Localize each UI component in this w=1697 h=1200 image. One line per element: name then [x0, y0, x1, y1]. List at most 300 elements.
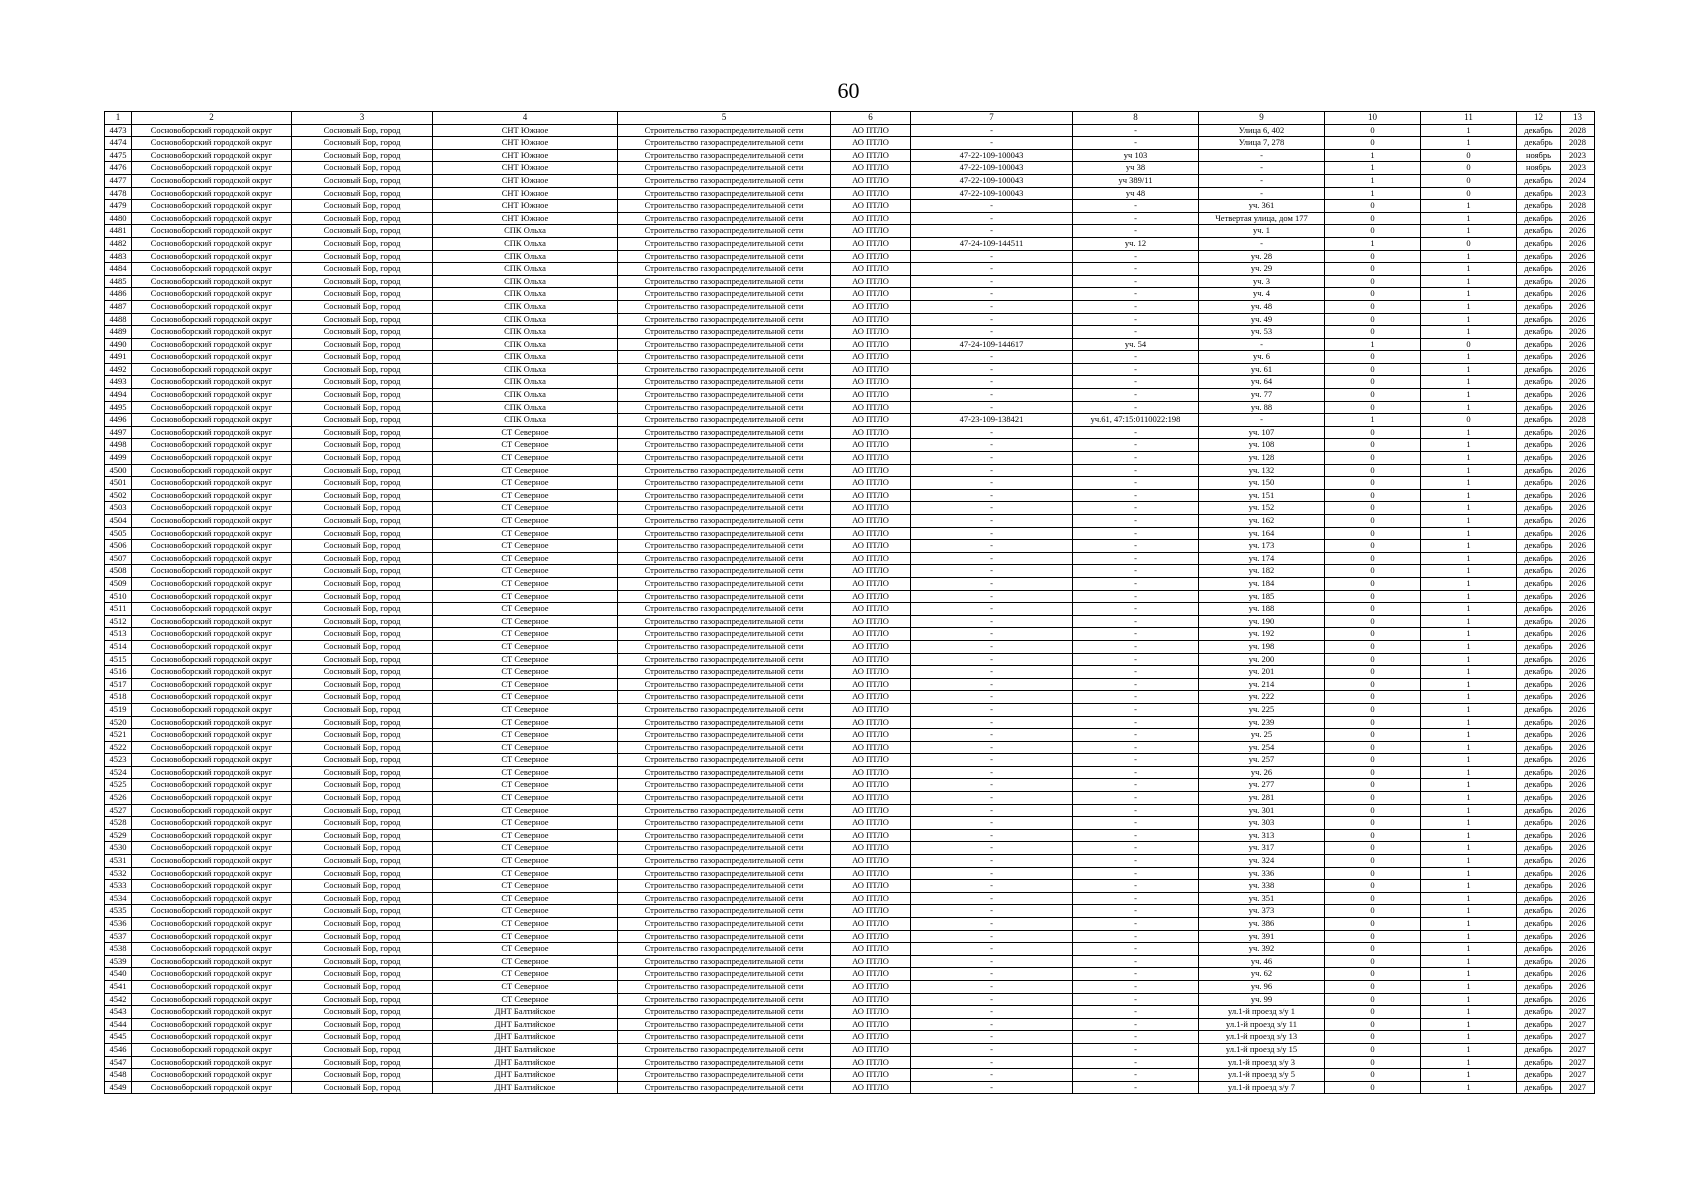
plot-cell: - — [1073, 527, 1199, 540]
settlement-cell: Сосновый Бор, город — [292, 754, 433, 767]
table-row — [105, 980, 1595, 993]
work-type-cell: Строительство газораспределительной сети — [618, 817, 831, 830]
plot-cell: - — [1073, 439, 1199, 452]
organization-cell: АО ПТЛО — [831, 729, 911, 742]
settlement-cell: Сосновый Бор, город — [292, 464, 433, 477]
work-type-cell: Строительство газораспределительной сети — [618, 691, 831, 704]
col-10-cell: 0 — [1325, 200, 1421, 213]
work-type-cell: Строительство газораспределительной сети — [618, 527, 831, 540]
col-11-cell: 1 — [1421, 326, 1517, 339]
col-10-cell: 0 — [1325, 1056, 1421, 1069]
cadastral-number-cell: - — [911, 1043, 1073, 1056]
plot-cell: - — [1073, 905, 1199, 918]
organization-cell: АО ПТЛО — [831, 792, 911, 805]
row-number-cell: 4479 — [105, 200, 132, 213]
month-cell: декабрь — [1517, 615, 1561, 628]
settlement-cell: Сосновый Бор, город — [292, 489, 433, 502]
year-cell: 2027 — [1561, 1081, 1595, 1094]
organization-cell: АО ПТЛО — [831, 1006, 911, 1019]
col-11-cell: 0 — [1421, 187, 1517, 200]
address-cell: уч. 108 — [1199, 439, 1325, 452]
territory-cell: СПК Ольха — [433, 237, 618, 250]
organization-cell: АО ПТЛО — [831, 389, 911, 402]
municipality-cell: Сосновоборский городской округ — [132, 137, 292, 150]
work-type-cell: Строительство газораспределительной сети — [618, 666, 831, 679]
col-11-cell: 1 — [1421, 1018, 1517, 1031]
organization-cell: АО ПТЛО — [831, 1069, 911, 1082]
work-type-cell: Строительство газораспределительной сети — [618, 338, 831, 351]
organization-cell: АО ПТЛО — [831, 804, 911, 817]
month-cell: декабрь — [1517, 892, 1561, 905]
plot-cell: - — [1073, 363, 1199, 376]
table-row — [105, 842, 1595, 855]
organization-cell: АО ПТЛО — [831, 603, 911, 616]
address-cell: уч. 222 — [1199, 691, 1325, 704]
address-cell: уч. 373 — [1199, 905, 1325, 918]
municipality-cell: Сосновоборский городской округ — [132, 918, 292, 931]
plot-cell: - — [1073, 754, 1199, 767]
row-number-cell: 4498 — [105, 439, 132, 452]
table-row — [105, 855, 1595, 868]
column-number-cell: 6 — [831, 112, 911, 125]
municipality-cell: Сосновоборский городской округ — [132, 678, 292, 691]
year-cell: 2026 — [1561, 829, 1595, 842]
plot-cell: - — [1073, 892, 1199, 905]
municipality-cell: Сосновоборский городской округ — [132, 401, 292, 414]
table-row — [105, 174, 1595, 187]
cadastral-number-cell: - — [911, 603, 1073, 616]
work-type-cell: Строительство газораспределительной сети — [618, 149, 831, 162]
month-cell: декабрь — [1517, 326, 1561, 339]
work-type-cell: Строительство газораспределительной сети — [618, 1069, 831, 1082]
cadastral-number-cell: - — [911, 678, 1073, 691]
col-10-cell: 0 — [1325, 1069, 1421, 1082]
month-cell: декабрь — [1517, 401, 1561, 414]
col-10-cell: 1 — [1325, 414, 1421, 427]
cadastral-number-cell: - — [911, 401, 1073, 414]
cadastral-number-cell: - — [911, 263, 1073, 276]
plot-cell: - — [1073, 489, 1199, 502]
row-number-cell: 4512 — [105, 615, 132, 628]
territory-cell: СТ Северное — [433, 590, 618, 603]
municipality-cell: Сосновоборский городской округ — [132, 691, 292, 704]
municipality-cell: Сосновоборский городской округ — [132, 905, 292, 918]
territory-cell: ДНТ Балтийское — [433, 1056, 618, 1069]
table-row — [105, 326, 1595, 339]
col-11-cell: 1 — [1421, 225, 1517, 238]
territory-cell: СПК Ольха — [433, 313, 618, 326]
col-10-cell: 1 — [1325, 149, 1421, 162]
address-cell: - — [1199, 162, 1325, 175]
table-row — [105, 389, 1595, 402]
cadastral-number-cell: - — [911, 829, 1073, 842]
work-type-cell: Строительство газораспределительной сети — [618, 703, 831, 716]
col-11-cell: 1 — [1421, 779, 1517, 792]
table-body — [105, 112, 1595, 1094]
plot-cell: - — [1073, 817, 1199, 830]
col-10-cell: 0 — [1325, 326, 1421, 339]
organization-cell: АО ПТЛО — [831, 779, 911, 792]
col-11-cell: 1 — [1421, 288, 1517, 301]
cadastral-number-cell: - — [911, 300, 1073, 313]
col-11-cell: 1 — [1421, 502, 1517, 515]
row-number-cell: 4502 — [105, 489, 132, 502]
municipality-cell: Сосновоборский городской округ — [132, 930, 292, 943]
municipality-cell: Сосновоборский городской округ — [132, 980, 292, 993]
col-10-cell: 0 — [1325, 565, 1421, 578]
col-11-cell: 1 — [1421, 1056, 1517, 1069]
municipality-cell: Сосновоборский городской округ — [132, 552, 292, 565]
col-10-cell: 0 — [1325, 124, 1421, 137]
row-number-cell: 4473 — [105, 124, 132, 137]
plot-cell: - — [1073, 766, 1199, 779]
organization-cell: АО ПТЛО — [831, 401, 911, 414]
plot-cell: - — [1073, 955, 1199, 968]
month-cell: декабрь — [1517, 653, 1561, 666]
cadastral-number-cell: - — [911, 980, 1073, 993]
organization-cell: АО ПТЛО — [831, 212, 911, 225]
month-cell: декабрь — [1517, 590, 1561, 603]
address-cell: уч. 392 — [1199, 943, 1325, 956]
cadastral-number-cell: - — [911, 792, 1073, 805]
work-type-cell: Строительство газораспределительной сети — [618, 439, 831, 452]
organization-cell: АО ПТЛО — [831, 565, 911, 578]
cadastral-number-cell: - — [911, 200, 1073, 213]
col-10-cell: 0 — [1325, 905, 1421, 918]
territory-cell: СПК Ольха — [433, 376, 618, 389]
settlement-cell: Сосновый Бор, город — [292, 855, 433, 868]
address-cell: уч. 336 — [1199, 867, 1325, 880]
table-row — [105, 263, 1595, 276]
col-10-cell: 0 — [1325, 703, 1421, 716]
year-cell: 2024 — [1561, 174, 1595, 187]
municipality-cell: Сосновоборский городской округ — [132, 162, 292, 175]
table-row — [105, 477, 1595, 490]
territory-cell: СТ Северное — [433, 477, 618, 490]
row-number-cell: 4514 — [105, 640, 132, 653]
year-cell: 2026 — [1561, 729, 1595, 742]
territory-cell: СТ Северное — [433, 779, 618, 792]
cadastral-number-cell: - — [911, 212, 1073, 225]
year-cell: 2026 — [1561, 703, 1595, 716]
settlement-cell: Сосновый Бор, город — [292, 1018, 433, 1031]
month-cell: декабрь — [1517, 817, 1561, 830]
address-cell: уч. 277 — [1199, 779, 1325, 792]
month-cell: декабрь — [1517, 187, 1561, 200]
work-type-cell: Строительство газораспределительной сети — [618, 842, 831, 855]
col-10-cell: 0 — [1325, 1018, 1421, 1031]
settlement-cell: Сосновый Бор, город — [292, 817, 433, 830]
organization-cell: АО ПТЛО — [831, 477, 911, 490]
month-cell: декабрь — [1517, 918, 1561, 931]
address-cell: уч. 128 — [1199, 452, 1325, 465]
municipality-cell: Сосновоборский городской округ — [132, 968, 292, 981]
year-cell: 2023 — [1561, 149, 1595, 162]
organization-cell: АО ПТЛО — [831, 955, 911, 968]
address-cell: уч. 29 — [1199, 263, 1325, 276]
col-10-cell: 0 — [1325, 225, 1421, 238]
address-cell: уч. 391 — [1199, 930, 1325, 943]
plot-cell: - — [1073, 653, 1199, 666]
organization-cell: АО ПТЛО — [831, 275, 911, 288]
territory-cell: СТ Северное — [433, 452, 618, 465]
settlement-cell: Сосновый Бор, город — [292, 867, 433, 880]
address-cell: уч. 64 — [1199, 376, 1325, 389]
row-number-cell: 4532 — [105, 867, 132, 880]
territory-cell: СПК Ольха — [433, 300, 618, 313]
year-cell: 2026 — [1561, 363, 1595, 376]
work-type-cell: Строительство газораспределительной сети — [618, 590, 831, 603]
plot-cell: - — [1073, 540, 1199, 553]
plot-cell: - — [1073, 968, 1199, 981]
address-cell: ул.1-й проезд з/у 11 — [1199, 1018, 1325, 1031]
table-row — [105, 628, 1595, 641]
table-row — [105, 1081, 1595, 1094]
organization-cell: АО ПТЛО — [831, 149, 911, 162]
territory-cell: ДНТ Балтийское — [433, 1006, 618, 1019]
table-row — [105, 515, 1595, 528]
col-11-cell: 1 — [1421, 666, 1517, 679]
col-11-cell: 1 — [1421, 741, 1517, 754]
year-cell: 2028 — [1561, 137, 1595, 150]
col-10-cell: 0 — [1325, 867, 1421, 880]
month-cell: декабрь — [1517, 855, 1561, 868]
settlement-cell: Сосновый Бор, город — [292, 892, 433, 905]
column-number-cell: 2 — [132, 112, 292, 125]
territory-cell: СПК Ольха — [433, 414, 618, 427]
cadastral-number-cell: - — [911, 867, 1073, 880]
row-number-cell: 4543 — [105, 1006, 132, 1019]
month-cell: декабрь — [1517, 930, 1561, 943]
col-10-cell: 0 — [1325, 527, 1421, 540]
year-cell: 2026 — [1561, 968, 1595, 981]
row-number-cell: 4486 — [105, 288, 132, 301]
cadastral-number-cell: - — [911, 804, 1073, 817]
plot-cell: уч. 54 — [1073, 338, 1199, 351]
settlement-cell: Сосновый Бор, город — [292, 792, 433, 805]
row-number-cell: 4504 — [105, 515, 132, 528]
work-type-cell: Строительство газораспределительной сети — [618, 716, 831, 729]
plot-cell: - — [1073, 477, 1199, 490]
territory-cell: ДНТ Балтийское — [433, 1043, 618, 1056]
address-cell: уч. 198 — [1199, 640, 1325, 653]
row-number-cell: 4510 — [105, 590, 132, 603]
work-type-cell: Строительство газораспределительной сети — [618, 200, 831, 213]
year-cell: 2026 — [1561, 540, 1595, 553]
cadastral-number-cell: - — [911, 225, 1073, 238]
row-number-cell: 4501 — [105, 477, 132, 490]
year-cell: 2026 — [1561, 779, 1595, 792]
organization-cell: АО ПТЛО — [831, 439, 911, 452]
plot-cell: - — [1073, 401, 1199, 414]
row-number-cell: 4484 — [105, 263, 132, 276]
month-cell: декабрь — [1517, 792, 1561, 805]
territory-cell: СНТ Южное — [433, 149, 618, 162]
organization-cell: АО ПТЛО — [831, 766, 911, 779]
territory-cell: СТ Северное — [433, 729, 618, 742]
organization-cell: АО ПТЛО — [831, 288, 911, 301]
row-number-cell: 4515 — [105, 653, 132, 666]
settlement-cell: Сосновый Бор, город — [292, 779, 433, 792]
col-11-cell: 1 — [1421, 590, 1517, 603]
territory-cell: СПК Ольха — [433, 338, 618, 351]
cadastral-number-cell: - — [911, 653, 1073, 666]
year-cell: 2026 — [1561, 527, 1595, 540]
organization-cell: АО ПТЛО — [831, 376, 911, 389]
settlement-cell: Сосновый Бор, город — [292, 741, 433, 754]
work-type-cell: Строительство газораспределительной сети — [618, 905, 831, 918]
row-number-cell: 4535 — [105, 905, 132, 918]
municipality-cell: Сосновоборский городской округ — [132, 792, 292, 805]
row-number-cell: 4533 — [105, 880, 132, 893]
address-cell: уч. 201 — [1199, 666, 1325, 679]
table-row — [105, 779, 1595, 792]
organization-cell: АО ПТЛО — [831, 464, 911, 477]
month-cell: декабрь — [1517, 1069, 1561, 1082]
work-type-cell: Строительство газораспределительной сети — [618, 326, 831, 339]
address-cell: - — [1199, 338, 1325, 351]
col-11-cell: 1 — [1421, 691, 1517, 704]
organization-cell: АО ПТЛО — [831, 741, 911, 754]
work-type-cell: Строительство газораспределительной сети — [618, 766, 831, 779]
year-cell: 2026 — [1561, 250, 1595, 263]
year-cell: 2026 — [1561, 489, 1595, 502]
col-10-cell: 0 — [1325, 577, 1421, 590]
table-row — [105, 766, 1595, 779]
col-10-cell: 0 — [1325, 968, 1421, 981]
month-cell: декабрь — [1517, 489, 1561, 502]
territory-cell: СТ Северное — [433, 867, 618, 880]
territory-cell: СТ Северное — [433, 716, 618, 729]
territory-cell: СТ Северное — [433, 842, 618, 855]
row-number-cell: 4520 — [105, 716, 132, 729]
col-10-cell: 0 — [1325, 678, 1421, 691]
plot-cell: - — [1073, 212, 1199, 225]
plot-cell: - — [1073, 300, 1199, 313]
year-cell: 2026 — [1561, 792, 1595, 805]
col-11-cell: 1 — [1421, 212, 1517, 225]
col-10-cell: 0 — [1325, 300, 1421, 313]
territory-cell: СПК Ольха — [433, 351, 618, 364]
municipality-cell: Сосновоборский городской округ — [132, 590, 292, 603]
territory-cell: СТ Северное — [433, 603, 618, 616]
row-number-cell: 4490 — [105, 338, 132, 351]
month-cell: декабрь — [1517, 300, 1561, 313]
plot-cell: - — [1073, 918, 1199, 931]
municipality-cell: Сосновоборский городской округ — [132, 1018, 292, 1031]
municipality-cell: Сосновоборский городской округ — [132, 1031, 292, 1044]
month-cell: декабрь — [1517, 829, 1561, 842]
municipality-cell: Сосновоборский городской округ — [132, 1081, 292, 1094]
work-type-cell: Строительство газораспределительной сети — [618, 174, 831, 187]
municipality-cell: Сосновоборский городской округ — [132, 993, 292, 1006]
work-type-cell: Строительство газораспределительной сети — [618, 313, 831, 326]
organization-cell: АО ПТЛО — [831, 137, 911, 150]
year-cell: 2026 — [1561, 590, 1595, 603]
address-cell: уч. 3 — [1199, 275, 1325, 288]
organization-cell: АО ПТЛО — [831, 162, 911, 175]
work-type-cell: Строительство газораспределительной сети — [618, 792, 831, 805]
organization-cell: АО ПТЛО — [831, 187, 911, 200]
municipality-cell: Сосновоборский городской округ — [132, 754, 292, 767]
col-10-cell: 0 — [1325, 716, 1421, 729]
organization-cell: АО ПТЛО — [831, 943, 911, 956]
col-11-cell: 1 — [1421, 351, 1517, 364]
col-10-cell: 0 — [1325, 1043, 1421, 1056]
municipality-cell: Сосновоборский городской округ — [132, 250, 292, 263]
table-row — [105, 653, 1595, 666]
work-type-cell: Строительство газораспределительной сети — [618, 389, 831, 402]
year-cell: 2026 — [1561, 678, 1595, 691]
column-number-cell: 9 — [1199, 112, 1325, 125]
month-cell: декабрь — [1517, 565, 1561, 578]
address-cell: уч. 188 — [1199, 603, 1325, 616]
year-cell: 2026 — [1561, 867, 1595, 880]
territory-cell: СТ Северное — [433, 703, 618, 716]
cadastral-number-cell: - — [911, 703, 1073, 716]
col-11-cell: 1 — [1421, 678, 1517, 691]
col-11-cell: 1 — [1421, 628, 1517, 641]
settlement-cell: Сосновый Бор, город — [292, 565, 433, 578]
address-cell: уч. 88 — [1199, 401, 1325, 414]
table-row — [105, 452, 1595, 465]
col-10-cell: 0 — [1325, 464, 1421, 477]
table-row — [105, 1018, 1595, 1031]
work-type-cell: Строительство газораспределительной сети — [618, 363, 831, 376]
row-number-cell: 4521 — [105, 729, 132, 742]
table-row — [105, 439, 1595, 452]
plot-cell: - — [1073, 779, 1199, 792]
col-10-cell: 1 — [1325, 338, 1421, 351]
organization-cell: АО ПТЛО — [831, 300, 911, 313]
month-cell: декабрь — [1517, 993, 1561, 1006]
organization-cell: АО ПТЛО — [831, 540, 911, 553]
organization-cell: АО ПТЛО — [831, 313, 911, 326]
row-number-cell: 4483 — [105, 250, 132, 263]
municipality-cell: Сосновоборский городской округ — [132, 351, 292, 364]
municipality-cell: Сосновоборский городской округ — [132, 653, 292, 666]
row-number-cell: 4489 — [105, 326, 132, 339]
month-cell: ноябрь — [1517, 162, 1561, 175]
organization-cell: АО ПТЛО — [831, 527, 911, 540]
work-type-cell: Строительство газораспределительной сети — [618, 477, 831, 490]
month-cell: декабрь — [1517, 124, 1561, 137]
row-number-cell: 4540 — [105, 968, 132, 981]
col-11-cell: 1 — [1421, 1081, 1517, 1094]
table-row — [105, 905, 1595, 918]
work-type-cell: Строительство газораспределительной сети — [618, 552, 831, 565]
row-number-cell: 4487 — [105, 300, 132, 313]
municipality-cell: Сосновоборский городской округ — [132, 892, 292, 905]
col-11-cell: 1 — [1421, 275, 1517, 288]
work-type-cell: Строительство газораспределительной сети — [618, 615, 831, 628]
settlement-cell: Сосновый Бор, город — [292, 187, 433, 200]
col-11-cell: 1 — [1421, 300, 1517, 313]
month-cell: декабрь — [1517, 225, 1561, 238]
row-number-cell: 4511 — [105, 603, 132, 616]
col-11-cell: 1 — [1421, 880, 1517, 893]
year-cell: 2026 — [1561, 603, 1595, 616]
row-number-cell: 4544 — [105, 1018, 132, 1031]
col-10-cell: 0 — [1325, 363, 1421, 376]
col-11-cell: 1 — [1421, 452, 1517, 465]
plot-cell: - — [1073, 452, 1199, 465]
year-cell: 2026 — [1561, 275, 1595, 288]
settlement-cell: Сосновый Бор, город — [292, 452, 433, 465]
year-cell: 2027 — [1561, 1018, 1595, 1031]
municipality-cell: Сосновоборский городской округ — [132, 615, 292, 628]
col-11-cell: 0 — [1421, 149, 1517, 162]
